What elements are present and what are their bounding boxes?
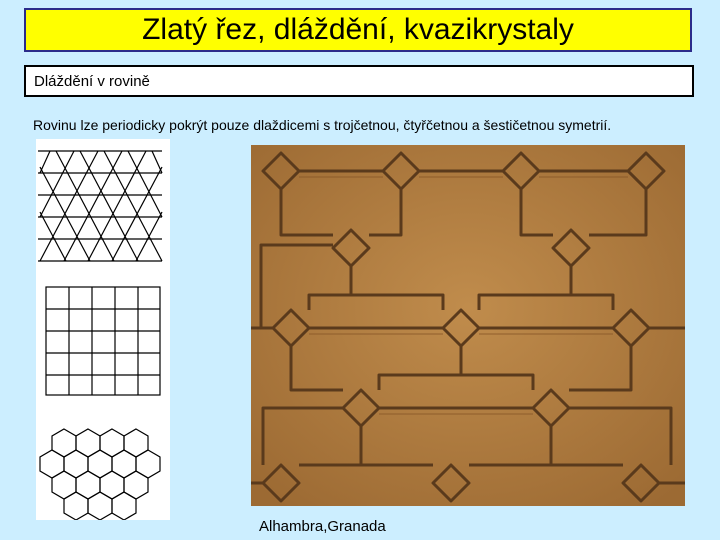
triangular-tiling xyxy=(38,151,162,261)
alhambra-photo xyxy=(251,145,685,506)
slide-title: Zlatý řez, dláždění, kvazikrystaly xyxy=(24,8,692,52)
section-heading xyxy=(24,65,694,97)
tilings-panel xyxy=(36,139,170,520)
tilings-illustration xyxy=(36,139,170,520)
section-heading-text: Dláždění v rovině xyxy=(34,72,150,90)
photo-caption: Alhambra,Granada xyxy=(259,518,386,535)
hexagonal-tiling xyxy=(40,429,160,520)
square-tiling xyxy=(46,287,160,395)
alhambra-tile-pattern xyxy=(251,145,685,506)
body-text: Rovinu lze periodicky pokrýt pouze dlaždicemi s trojčetnou, čtyřčetnou a šestičetnou symetrií. xyxy=(33,117,612,133)
